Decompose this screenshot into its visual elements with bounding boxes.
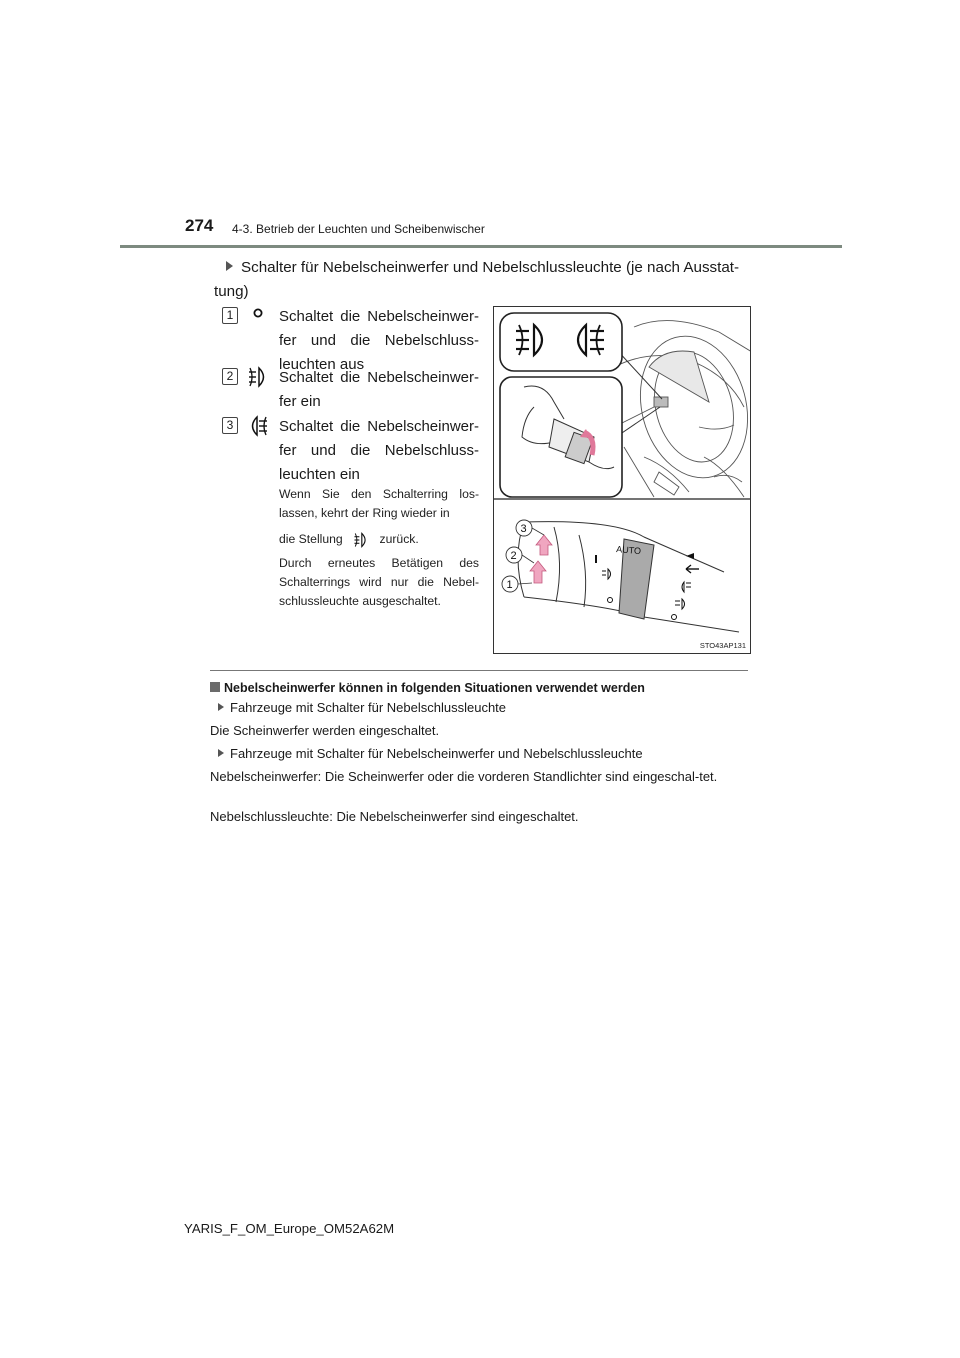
note-stellung-after: zurück. — [379, 532, 419, 546]
note-text-1: Wenn Sie den Schalterring los-lassen, kehrt der Ring wieder in — [279, 487, 479, 520]
front-fog-light-icon — [246, 366, 270, 388]
note-stellung-before: die Stellung — [279, 532, 343, 546]
item-number: 3 — [222, 417, 238, 434]
section2-heading — [210, 681, 645, 695]
note-text-2: Durch erneutes Betätigen des Schalterrings wird nur die Nebel-schlussleuchte ausgeschaltet. — [279, 556, 479, 608]
triangle-bullet-icon — [226, 261, 233, 271]
bullet-text: Fahrzeuge mit Schalter für Nebelschlussleuchte — [230, 700, 507, 715]
figure-illustration — [494, 307, 751, 654]
front-fog-light-icon — [350, 531, 372, 549]
section-title: 4-3. Betrieb der Leuchten und Scheibenwischer — [232, 222, 485, 236]
item-text: Schaltet die Nebelscheinwer-fer und die Nebelschluss-leuchten ein — [279, 418, 479, 483]
rear-fog-light-icon — [246, 415, 270, 437]
bullet-vehicle-type-1 — [210, 699, 750, 717]
square-bullet-icon — [210, 682, 220, 692]
item-text: Schaltet die Nebelscheinwer-fer ein — [279, 369, 479, 410]
auto-label: AUTO — [615, 544, 642, 557]
item-text: Schaltet die Nebelscheinwer-fer und die Nebelschluss-leuchten aus — [279, 308, 479, 373]
section2-heading-text: Nebelscheinwerfer können in folgenden Situationen verwendet werden — [224, 681, 645, 695]
intro-heading — [214, 256, 754, 304]
item-number: 2 — [222, 368, 238, 385]
triangle-bullet-icon — [218, 703, 224, 711]
rotation-arrows — [530, 535, 552, 583]
bullet-text: Fahrzeuge mit Schalter für Nebelscheinwerfer und Nebelschlussleuchte — [230, 746, 643, 761]
bullet-vehicle-type-2 — [210, 745, 750, 763]
paragraph-3: Nebelschlussleuchte: Die Nebelscheinwerfer sind eingeschaltet. — [210, 809, 579, 824]
list-item — [214, 366, 480, 416]
figure-fog-light-switch — [493, 306, 751, 654]
figure-code: STO43AP131 — [699, 641, 746, 650]
section-divider — [210, 670, 748, 671]
callout-2: 2 — [510, 550, 517, 562]
note-stellung — [279, 530, 479, 549]
footer-doc-id: YARIS_F_OM_Europe_OM52A62M — [184, 1221, 395, 1236]
triangle-bullet-icon — [218, 749, 224, 757]
page-number: 274 — [185, 216, 214, 235]
list-item — [214, 305, 480, 375]
callout-1: 1 — [506, 579, 513, 591]
paragraph-2: Nebelscheinwerfer: Die Scheinwerfer oder die vorderen Standlichter sind eingeschal-tet. — [210, 769, 718, 784]
off-circle-icon — [246, 305, 270, 327]
intro-text: Schalter für Nebelscheinwerfer und Nebelschlussleuchte (je nach Ausstat-tung) — [214, 259, 740, 300]
callout-3: 3 — [520, 523, 527, 535]
list-item — [214, 415, 480, 490]
header-divider — [120, 245, 842, 248]
paragraph-1: Die Scheinwerfer werden eingeschaltet. — [210, 723, 440, 738]
item-number: 1 — [222, 307, 238, 324]
